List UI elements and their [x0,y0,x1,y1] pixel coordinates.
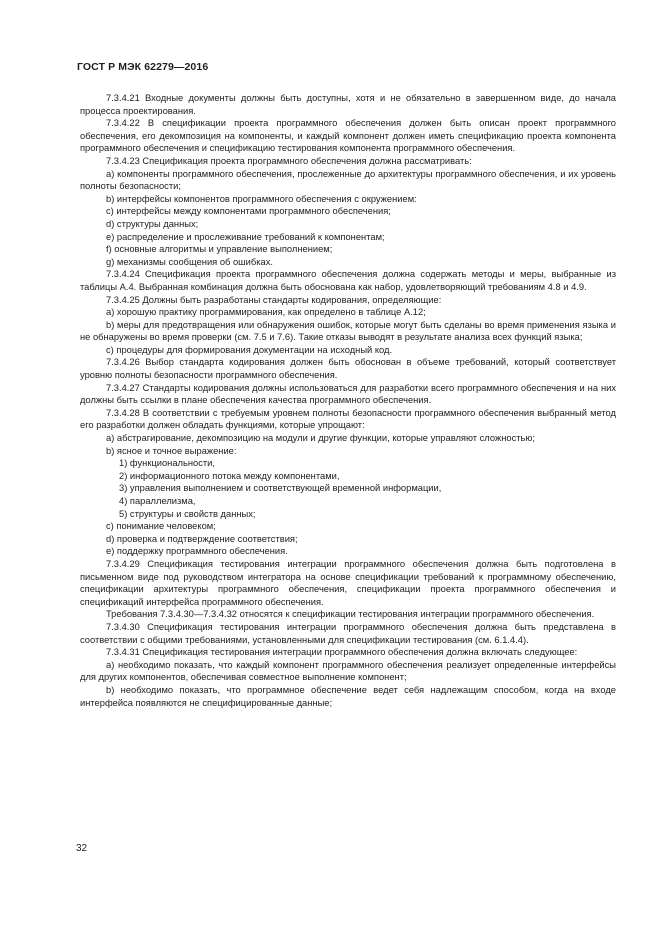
paragraph-7-3-4-23: 7.3.4.23 Спецификация проекта программного обеспечения должна рассматривать: [106,155,472,166]
list-item: b) интерфейсы компонентов программного обеспечения с окружением: [106,193,417,204]
list-item: а) абстрагирование, декомпозицию на модули и другие функции, которые управляют сложностью; [106,433,535,444]
sub-list-item: 2) информационного потока между компонентами, [119,470,340,481]
sub-list-item: 3) управления выполнением и соответствующей временной информации, [119,483,442,494]
paragraph-requirements-note: Требования 7.3.4.30—7.3.4.32 относятся к спецификации тестирования интеграции программного обеспечения. [106,609,595,620]
list-item: f) основные алгоритмы и управление выполнением; [106,244,333,255]
paragraph-7-3-4-25: 7.3.4.25 Должны быть разработаны стандарты кодирования, определяющие: [106,294,442,305]
paragraph-7-3-4-26: 7.3.4.26 Выбор стандарта кодирования должен быть обоснован в объеме требований, который соответствует уровню полноты безопасности программного обеспечения. [80,357,616,381]
sub-list-item: 4) параллелизма, [119,496,196,506]
paragraph-7-3-4-22: 7.3.4.22 В спецификации проекта программного обеспечения должен быть описан проект программного обеспечения, его декомпозиция на компоненты, и каждый компонент должен иметь спецификацию проекта компонента программного обеспечения и спецификацию тестирования компонента программного обеспечения. [80,118,616,154]
sub-list-item: 1) функциональности, [119,458,215,469]
list-item: b) необходимо показать, что программное обеспечение ведет себя надлежащим способом, когда на входе интерфейса появляются не специфицированные данные; [80,684,616,708]
paragraph-7-3-4-24: 7.3.4.24 Спецификация проекта программного обеспечения должна содержать методы и меры, выбранные из таблицы А.4. Выбранная комбинация должна быть обоснована как набор, удовлетворяющий требованиям 4.8 и 4.9. [80,269,616,292]
paragraph-7-3-4-28: 7.3.4.28 В соответствии с требуемым уровнем полноты безопасности программного обеспечения выбранный метод его разработки должен обладать функциями, которые упрощают: [80,407,616,431]
list-item: e) распределение и прослеживание требований к компонентам; [106,231,385,242]
paragraph-7-3-4-31: 7.3.4.31 Спецификация тестирования интеграции программного обеспечения должна включать следующее: [106,647,578,658]
list-item: c) понимание человеком; [106,521,216,532]
list-item: c) интерфейсы между компонентами программного обеспечения; [106,206,391,217]
list-item: а) хорошую практику программирования, как определено в таблице А.12; [106,307,426,318]
paragraph-7-3-4-27: 7.3.4.27 Стандарты кодирования должны использоваться для разработки всего программного обеспечения и на них должны быть ссылки в плане обеспечения качества программного обеспечения. [80,382,616,406]
list-item: g) механизмы сообщения об ошибках. [106,256,273,267]
list-item: b) ясное и точное выражение: [106,445,237,456]
list-item: e) поддержку программного обеспечения. [106,546,288,557]
document-header: ГОСТ Р МЭК 62279—2016 [77,61,209,73]
list-item: а) необходимо показать, что каждый компонент программного обеспечения реализует определенные интерфейсы для других компонентов, обеспечивая совместное выполнение компонент; [80,659,616,683]
list-item: b) меры для предотвращения или обнаружения ошибок, которые могут быть сделаны во время применения языка и не обнаружены во время проверки (см. 7.5 и 7.6). Такие отказы выводят в результате анализа всех функций языка; [80,319,616,343]
list-item: а) компоненты программного обеспечения, прослеженные до архитектуры программного обеспечения, и их уровень полноты безопасности; [80,168,616,192]
paragraph-7-3-4-21: 7.3.4.21 Входные документы должны быть доступны, хотя и не обязательно в завершенном виде, до начала процесса проектирования. [80,93,616,116]
page-number: 32 [76,843,88,854]
sub-list-item: 5) структуры и свойств данных; [119,508,256,519]
document-body [80,92,616,709]
list-item: d) проверка и подтверждение соответствия; [106,533,298,544]
list-item: d) структуры данных; [106,218,199,229]
list-item: c) процедуры для формирования документации на исходный код. [106,344,393,355]
paragraph-7-3-4-29: 7.3.4.29 Спецификация тестирования интеграции программного обеспечения должна быть подготовлена в письменном виде под руководством интегратора на основе спецификации требований к программному обеспечению, спецификации архитектуры программного обеспечения, спецификации проекта программного обеспечения и спецификаций интерфейса программного обеспечения. [80,558,616,607]
paragraph-7-3-4-30: 7.3.4.30 Спецификация тестирования интеграции программного обеспечения должна быть представлена в соответствии с общими требованиями, установленными для спецификации тестирования (см. 6.1.4.4). [80,621,616,645]
